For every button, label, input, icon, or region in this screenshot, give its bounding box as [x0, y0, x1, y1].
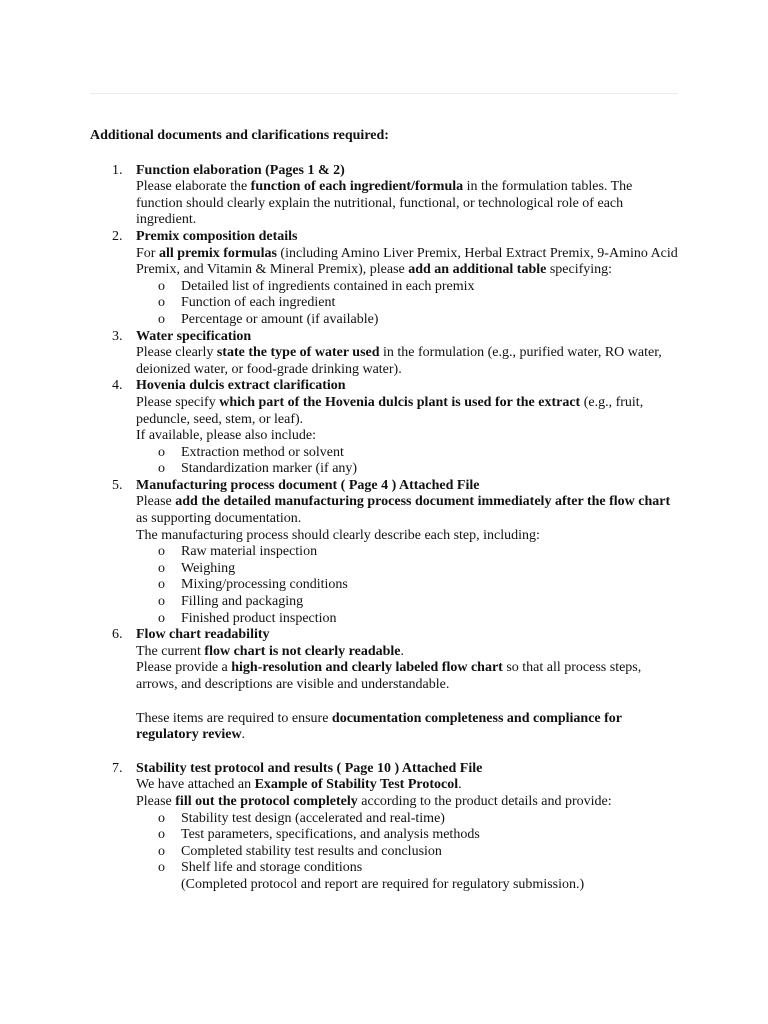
list-item: o Shelf life and storage conditions: [158, 860, 363, 876]
bullet-marker: o: [158, 860, 165, 876]
bullet-marker: o: [158, 610, 165, 626]
item-paragraph: The manufacturing process should clearly describe each step, including:: [136, 527, 540, 543]
item-number: 7.: [112, 760, 123, 776]
list-item: o Raw material inspection: [158, 544, 318, 560]
list-item: o Extraction method or solvent: [158, 444, 344, 460]
requirement-item-5: [90, 478, 680, 627]
requirement-item-3: [90, 329, 680, 379]
item-title: Flow chart readability: [136, 627, 270, 643]
sub-bullet-list: [136, 811, 680, 877]
list-item: o Weighing: [158, 560, 236, 576]
list-item: o Completed stability test results and conclusion: [158, 843, 442, 859]
bullet-marker: o: [158, 827, 165, 843]
item-paragraph: For all premix formulas (including Amino Liver Premix, Herbal Extract Premix, 9-Amino Acid Premix, and Vitamin & Mineral Premix), please add an additional table specifying:: [136, 245, 678, 278]
bullet-marker: o: [158, 444, 165, 460]
requirement-item-1: [90, 163, 680, 229]
bullet-marker: o: [158, 810, 165, 826]
item-paragraph: Please specify which part of the Hovenia dulcis plant is used for the extract (e.g., fruit, peduncle, seed, stem, or leaf).: [136, 394, 644, 427]
item-paragraph: Please clearly state the type of water used in the formulation (e.g., purified water, RO water, deionized water, or food-grade drinking water).: [136, 345, 662, 377]
list-item: o Mixing/processing conditions: [158, 577, 348, 593]
item-paragraph: Please add the detailed manufacturing process document immediately after the flow chart as supporting documentation.: [136, 494, 671, 527]
submission-note: (Completed protocol and report are required for regulatory submission.): [181, 876, 585, 892]
list-item: o Finished product inspection: [158, 610, 337, 626]
list-item: o Filling and packaging: [158, 594, 304, 610]
bullet-marker: o: [158, 544, 165, 560]
item-number: 2.: [112, 228, 123, 244]
item-paragraph: Please fill out the protocol completely according to the product details and provide:: [136, 793, 612, 809]
item-title: Manufacturing process document ( Page 4 ) Attached File: [136, 477, 480, 493]
bullet-marker: o: [158, 560, 165, 576]
list-item: o Stability test design (accelerated and real-time): [158, 810, 445, 826]
bullet-marker: o: [158, 311, 165, 327]
item-number: 5.: [112, 477, 123, 493]
item-title: Water specification: [136, 328, 252, 344]
requirements-list: [90, 163, 680, 894]
item-title: Premix composition details: [136, 228, 298, 244]
list-item: o Test parameters, specifications, and analysis methods: [158, 827, 480, 843]
requirement-item-6: [90, 627, 680, 761]
item-title: Hovenia dulcis extract clarification: [136, 378, 346, 394]
bullet-marker: o: [158, 295, 165, 311]
item-paragraph: Please provide a high-resolution and clearly labeled flow chart so that all process steps, arrows, and descriptions are visible and understandable.: [136, 660, 642, 692]
compliance-note: These items are required to ensure documentation completeness and compliance for regulatory review.: [136, 710, 622, 743]
bullet-marker: o: [158, 278, 165, 294]
list-item: o Detailed list of ingredients contained in each premix: [158, 278, 475, 294]
sub-bullet-list: [136, 279, 680, 329]
bullet-marker: o: [158, 577, 165, 593]
item-number: 3.: [112, 328, 123, 344]
bullet-marker: o: [158, 594, 165, 610]
bullet-marker: o: [158, 461, 165, 477]
requirement-item-7: [90, 761, 680, 894]
document-heading: Additional documents and clarifications required:: [90, 128, 389, 143]
requirement-item-4: [90, 378, 680, 478]
item-title: Function elaboration (Pages 1 & 2): [136, 162, 345, 178]
item-title: Stability test protocol and results ( Page 10 ) Attached File: [136, 760, 483, 776]
item-number: 4.: [112, 378, 123, 394]
item-paragraph: Please elaborate the function of each ingredient/formula in the formulation tables. The function should clearly explain the nutritional, functional, or technological role of each ingredient.: [136, 179, 633, 228]
sub-bullet-list: [136, 544, 680, 627]
bullet-marker: o: [158, 843, 165, 859]
list-item: o Percentage or amount (if available): [158, 311, 379, 327]
item-number: 1.: [112, 162, 123, 178]
list-item: o Standardization marker (if any): [158, 461, 358, 477]
sub-bullet-list: [136, 445, 680, 478]
header-divider: [90, 93, 678, 94]
item-number: 6.: [112, 627, 123, 643]
item-paragraph: The current flow chart is not clearly readable.: [136, 643, 405, 659]
list-item: o Function of each ingredient: [158, 295, 336, 311]
item-paragraph: If available, please also include:: [136, 428, 316, 444]
item-paragraph: We have attached an Example of Stability Test Protocol.: [136, 777, 462, 793]
document-body: [90, 128, 680, 894]
requirement-item-2: [90, 229, 680, 329]
